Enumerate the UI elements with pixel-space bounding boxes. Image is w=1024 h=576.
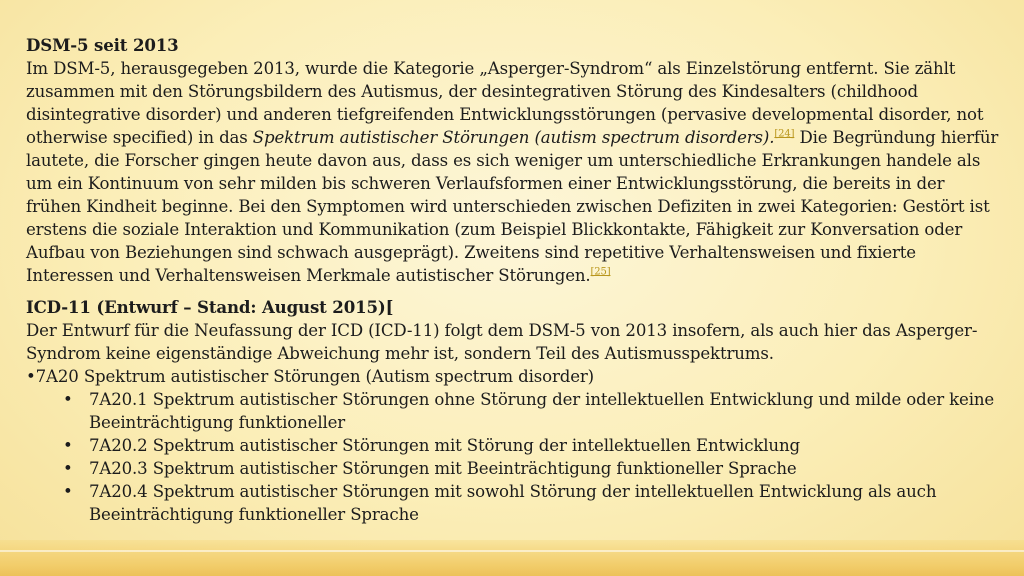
- decorative-bottom-stripe: [0, 550, 1024, 552]
- list-item-text: 7A20.4 Spektrum autistischer Störungen mit sowohl Störung der intellektuellen Entwicklung als auch Beeinträchtigung funktioneller Sprache: [89, 482, 937, 524]
- dsm-italic-term: Spektrum autistischer Störungen (autism spectrum disorders).: [252, 128, 775, 147]
- slide-content: [26, 34, 1001, 526]
- section-spacer: [26, 287, 1001, 296]
- list-item-text: 7A20.2 Spektrum autistischer Störungen mit Störung der intellektuellen Entwicklung: [89, 436, 800, 455]
- dsm-paragraph: [26, 57, 1001, 287]
- icd-heading: ICD-11 (Entwurf – Stand: August 2015)[: [26, 297, 394, 317]
- reference-link-25[interactable]: [25]: [590, 266, 611, 278]
- list-item-text: 7A20.1 Spektrum autistischer Störungen ohne Störung der intellektuellen Entwicklung und milde oder keine Beeinträchtigung funktioneller: [89, 390, 995, 432]
- list-item: [26, 388, 1001, 434]
- list-item: [26, 457, 1001, 480]
- bullet-icon: •: [63, 459, 73, 478]
- icd-subitem-list: [26, 388, 1001, 526]
- reference-link-24[interactable]: [24]: [774, 128, 795, 140]
- dsm-text-part2: Die Begründung hierfür lautete, die Forscher gingen heute davon aus, dass es sich weniger um unterschiedliche Erkrankungen handele als um ein Kontinuum von sehr milden bis schweren Verlaufsformen einer Entwicklungsstörung, die bereits in der frühen Kindheit beginne. Bei den Symptomen wird unterschieden zwischen Defiziten in zwei Kategorien: Gestört ist erstens die soziale Interaktion und Kommunikation (zum Beispiel Blickkontakte, Fähigkeit zur Konversation oder Aufbau von Beziehungen sind schwach ausgeprägt). Zweitens sind repetitive Verhaltensweisen und fixierte Interessen und Verhaltensweisen Merkmale autistischer Störungen.: [26, 128, 999, 285]
- decorative-bottom-band: [0, 540, 1024, 576]
- list-item-text: 7A20.3 Spektrum autistischer Störungen mit Beeinträchtigung funktioneller Sprache: [89, 459, 797, 478]
- list-item: [26, 480, 1001, 526]
- icd-intro: Der Entwurf für die Neufassung der ICD (ICD-11) folgt dem DSM-5 von 2013 insofern, als auch hier das Asperger-Syndrom keine eigenständige Abweichung mehr ist, sondern Teil des Autismusspektrums.: [26, 321, 978, 363]
- bullet-icon: •: [63, 390, 73, 409]
- dsm-text-part1: Im DSM-5, herausgegeben 2013, wurde die Kategorie „Asperger-Syndrom“ als Einzelstörung entfernt. Sie zählt zusammen mit den Störungsbildern des Autismus, der desintegrativen Störung des Kindesalters (childhood disintegrative disorder) und anderen tiefgreifenden Entwicklungsstörungen (pervasive developmental disorder, not otherwise specified) in das: [26, 59, 984, 147]
- bullet-icon: •: [63, 482, 73, 501]
- dsm-heading: DSM-5 seit 2013: [26, 35, 179, 55]
- bullet-icon: •: [63, 436, 73, 455]
- icd-top-item: •7A20 Spektrum autistischer Störungen (Autism spectrum disorder): [26, 367, 594, 386]
- list-item: [26, 434, 1001, 457]
